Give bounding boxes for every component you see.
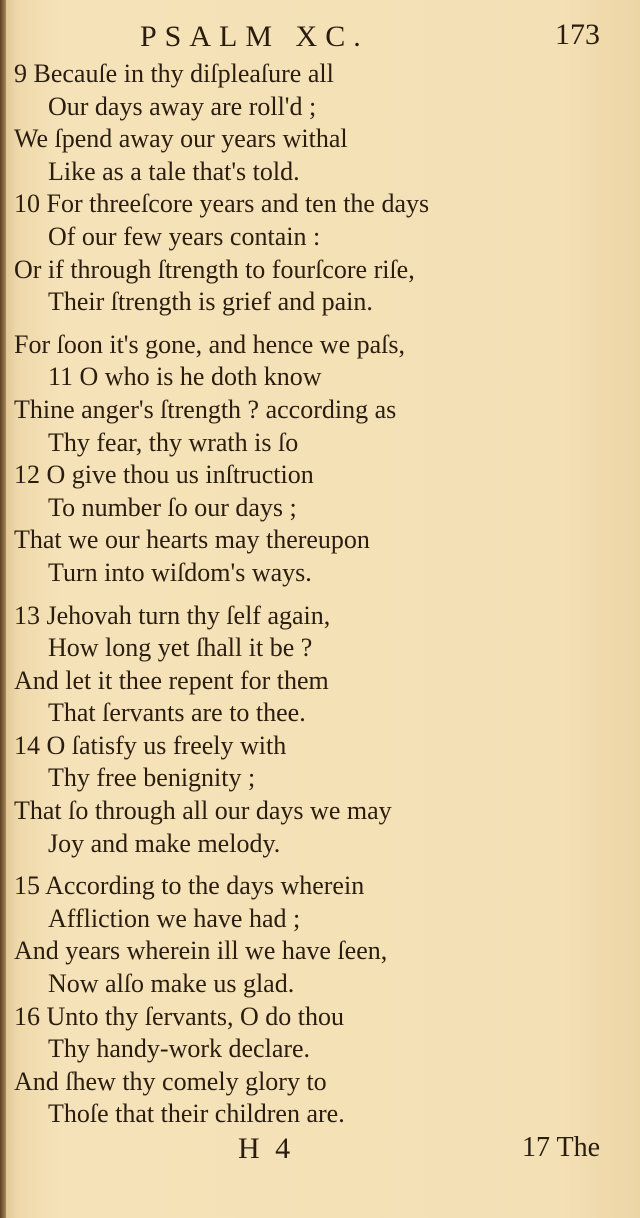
verse-line: We ſpend away our years withal xyxy=(14,124,348,154)
verse-line: 15 According to the days wherein xyxy=(14,871,365,901)
running-title: PSALM XC. xyxy=(140,20,369,53)
verse-line: 10 For threeſcore years and ten the days xyxy=(14,189,430,219)
verse-line: 16 Unto thy ſervants, O do thou xyxy=(14,1001,345,1031)
verse-line: Thy handy-work declare. xyxy=(48,1034,311,1064)
verse-line: Thy fear, thy wrath is ſo xyxy=(48,427,299,457)
verse-line: And ſhew thy comely glory to xyxy=(14,1066,327,1096)
page-number: 173 xyxy=(555,18,600,51)
verse-line: Turn into wiſdom's ways. xyxy=(48,557,312,587)
verse-line: That we our hearts may thereupon xyxy=(14,525,370,555)
verse-line: 14 O ſatisfy us freely with xyxy=(14,730,287,760)
verse-line: Joy and make melody. xyxy=(48,828,281,858)
verse-line: And years wherein ill we have ſeen, xyxy=(14,936,388,966)
verse-line: Of our few years contain : xyxy=(48,221,321,251)
catchword: 17 The xyxy=(521,1132,600,1163)
verse-line: Affliction we have had ; xyxy=(48,903,301,933)
signature-mark: H 4 xyxy=(238,1132,295,1165)
psalm-text xyxy=(14,58,614,1131)
page-header xyxy=(0,18,640,62)
verse-line: For ſoon it's gone, and hence we paſs, xyxy=(14,329,405,359)
verse-line: That ſo through all our days we may xyxy=(14,796,392,826)
verse-line: Thine anger's ſtrength ? according as xyxy=(14,394,397,424)
verse-line: 12 O give thou us inſtruction xyxy=(14,460,314,490)
verse-line: And let it thee repent for them xyxy=(14,665,329,695)
verse-line: Their ſtrength is grief and pain. xyxy=(48,287,373,317)
verse-line: To number ſo our days ; xyxy=(48,492,297,522)
verse-line: Now alſo make us glad. xyxy=(48,969,295,999)
verse-line: How long yet ſhall it be ? xyxy=(48,633,313,663)
verse-line: 13 Jehovah turn thy ſelf again, xyxy=(14,600,331,630)
verse-line: Our days away are roll'd ; xyxy=(48,91,317,121)
verse-line: 9 Becauſe in thy diſpleaſure all xyxy=(14,59,334,88)
verse-line: 11 O who is he doth know xyxy=(48,362,322,392)
page-footer xyxy=(0,1132,640,1182)
verse-line: Thoſe that their children are. xyxy=(48,1099,345,1129)
verse-line: Or if through ſtrength to fourſcore riſe, xyxy=(14,254,415,284)
verse-line: Thy free benignity ; xyxy=(48,763,256,793)
verse-line: Like as a tale that's told. xyxy=(48,156,300,186)
verse-line: That ſervants are to thee. xyxy=(48,698,306,728)
binding-gutter xyxy=(0,0,6,1218)
